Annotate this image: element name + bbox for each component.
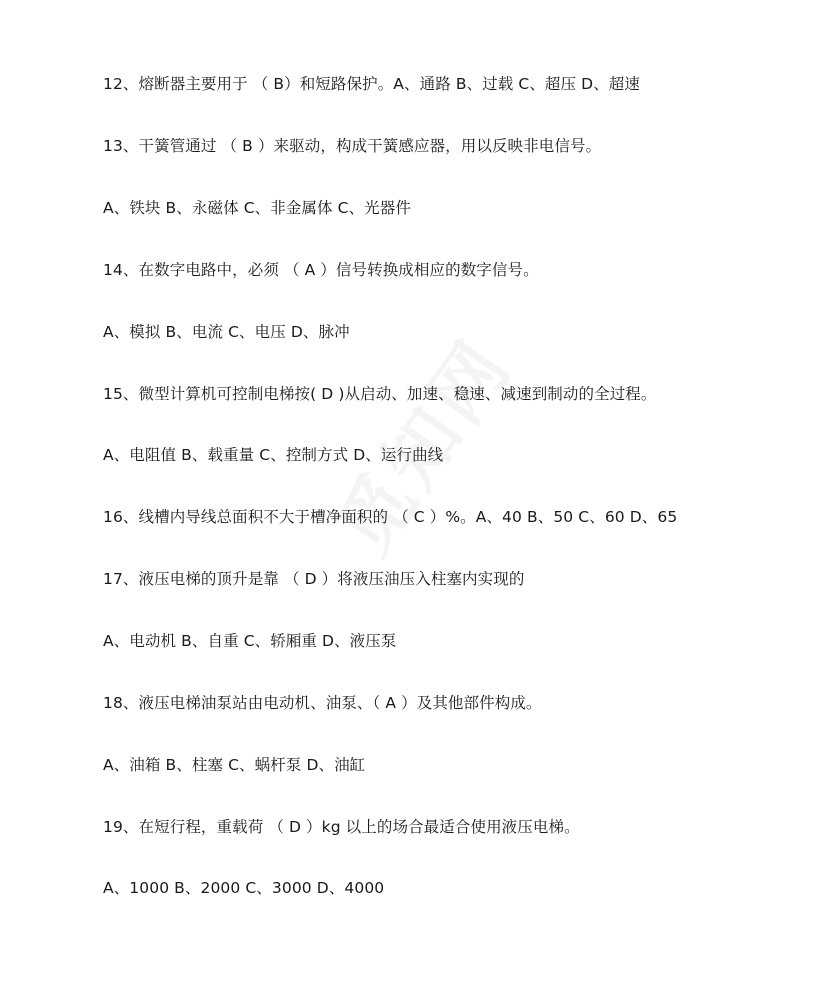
question-13: 13、干簧管通过 （ B ）来驱动，构成干簧感应器，用以反映非电信号。 <box>103 137 602 155</box>
question-13-options: A、铁块 B、永磁体 C、非金属体 C、光器件 <box>103 199 411 217</box>
question-19: 19、在短行程，重载荷 （ D ）kg 以上的场合最适合使用液压电梯。 <box>103 818 580 836</box>
question-16: 16、线槽内导线总面积不大于槽净面积的 （ C ）%。A、40 B、50 C、60 D、65 <box>103 508 678 526</box>
question-14-options: A、模拟 B、电流 C、电压 D、脉冲 <box>103 323 350 341</box>
question-12: 12、熔断器主要用于 （ B）和短路保护。A、通路 B、过载 C、超压 D、超速 <box>103 75 640 93</box>
question-18: 18、液压电梯油泵站由电动机、油泵、（ A ）及其他部件构成。 <box>103 694 542 712</box>
question-18-options: A、油箱 B、柱塞 C、蜗杆泵 D、油缸 <box>103 756 366 774</box>
question-17: 17、液压电梯的顶升是靠 （ D ）将液压油压入柱塞内实现的 <box>103 570 525 588</box>
question-19-options: A、1000 B、2000 C、3000 D、4000 <box>103 879 385 897</box>
question-15: 15、微型计算机可控制电梯按( D )从启动、加速、稳速、减速到制动的全过程。 <box>103 385 657 403</box>
question-17-options: A、电动机 B、自重 C、轿厢重 D、液压泵 <box>103 632 397 650</box>
question-15-options: A、电阻值 B、载重量 C、控制方式 D、运行曲线 <box>103 446 444 464</box>
question-14: 14、在数字电路中，必须 （ A ）信号转换成相应的数字信号。 <box>103 261 539 279</box>
